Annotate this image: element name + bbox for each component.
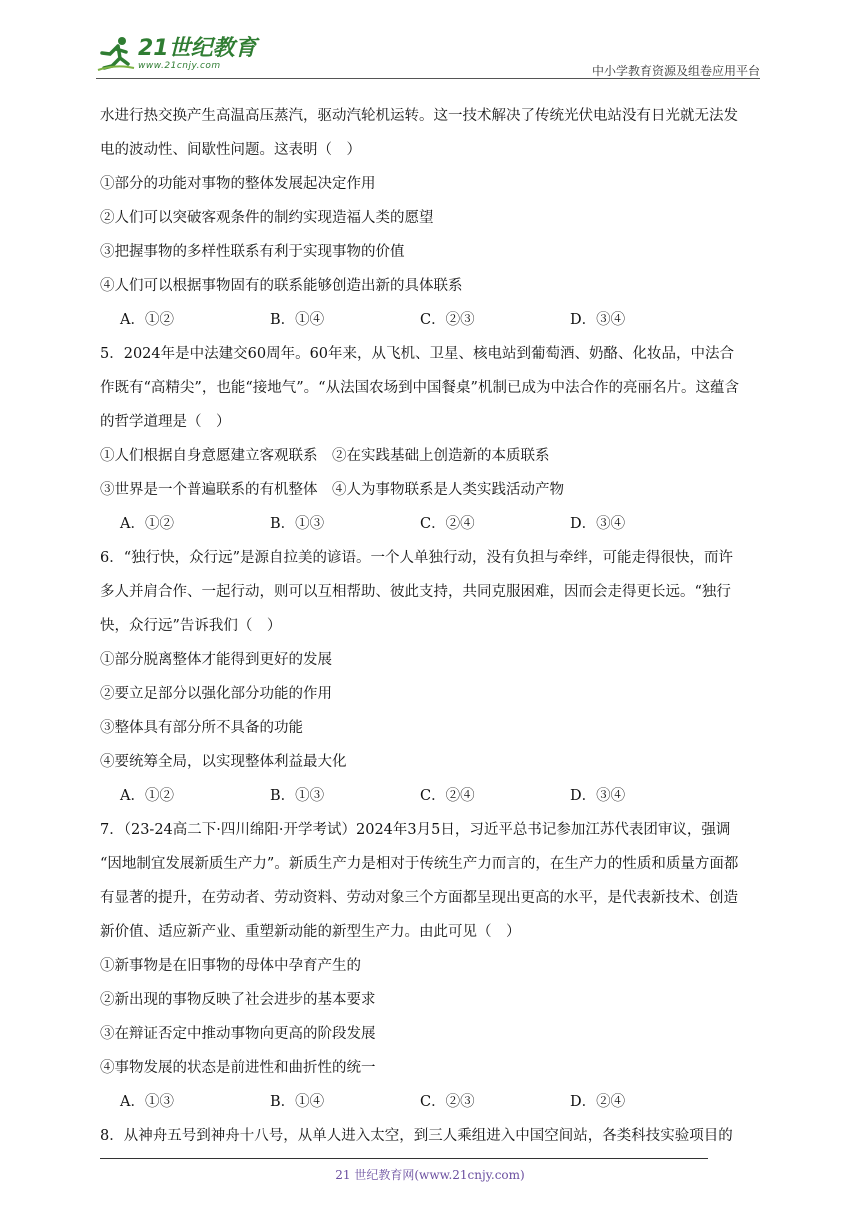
q7-choice-c: C．②③ — [420, 1094, 475, 1110]
q4-option-1: ①部分的功能对事物的整体发展起决定作用 — [100, 176, 376, 192]
platform-name: 中小学教育资源及组卷应用平台 — [591, 64, 760, 78]
q5-stem-line-2: 作既有“高精尖”，也能“接地气”。“从法国农场到中国餐桌”机制已成为中法合作的亮丽名片。这蕴含 — [100, 380, 739, 396]
q4-option-3: ③把握事物的多样性联系有利于实现事物的价值 — [100, 244, 405, 260]
q5-stem-line-3: 的哲学道理是（ ） — [100, 414, 231, 430]
q4-stem-line-1: 水进行热交换产生高温高压蒸汽，驱动汽轮机运转。这一技术解决了传统光伏电站没有日光就无法发 — [100, 108, 738, 124]
q6-stem-line-3: 快，众行远”告诉我们（ ） — [100, 618, 282, 634]
q7-choice-b: B．①④ — [270, 1094, 325, 1110]
q7-choice-d: D．②④ — [570, 1094, 626, 1110]
q6-choice-d: D．③④ — [570, 788, 626, 804]
q5-choices — [100, 510, 764, 544]
q7-stem-line-2: “因地制宜发展新质生产力”。新质生产力是相对于传统生产力而言的，在生产力的性质和质量方面都 — [100, 856, 739, 872]
q4-choice-c: C．②③ — [420, 312, 475, 328]
q5-choice-c: C．②④ — [420, 516, 475, 532]
q7-choices — [100, 1088, 764, 1122]
q7-stem-line-4: 新价值、适应新产业、重塑新动能的新型生产力。由此可见（ ） — [100, 924, 521, 940]
q6-choice-b: B．①③ — [270, 788, 325, 804]
q5-choice-b: B．①③ — [270, 516, 325, 532]
q6-option-1: ①部分脱离整体才能得到更好的发展 — [100, 652, 332, 668]
q7-option-4: ④事物发展的状态是前进性和曲折性的统一 — [100, 1060, 376, 1076]
q6-choice-c: C．②④ — [420, 788, 475, 804]
q5-choice-a: A．①② — [120, 516, 174, 532]
q6-option-3: ③整体具有部分所不具备的功能 — [100, 720, 303, 736]
footer-divider — [100, 1158, 708, 1159]
q6-stem-line-2: 多人并肩合作、一起行动，则可以互相帮助、彼此支持，共同克服困难，因而会走得更长远。“独行 — [100, 584, 731, 600]
logo-url: www.21cnjy.com — [138, 60, 221, 71]
header-divider — [96, 78, 760, 79]
q4-stem-line-2: 电的波动性、间歇性问题。这表明（ ） — [100, 142, 361, 158]
q5-stem-line-1: 5．2024年是中法建交60周年。60年来，从飞机、卫星、核电站到葡萄酒、奶酪、化妆品，中法合 — [100, 346, 735, 362]
q5-options-1-2: ①人们根据自身意愿建立客观联系 ②在实践基础上创造新的本质联系 — [100, 448, 550, 464]
q6-stem-line-1: 6．“独行快，众行远”是源自拉美的谚语。一个人单独行动，没有负担与牵绊，可能走得很快，而许 — [100, 550, 734, 566]
site-logo[interactable] — [96, 34, 257, 74]
document-body — [100, 102, 764, 1156]
logo-title: 21世纪教育 — [138, 35, 257, 61]
q7-stem-line-1: 7．（23-24高二下·四川绵阳·开学考试）2024年3月5日，习近平总书记参加江苏代表团审议，强调 — [100, 822, 731, 838]
q7-stem-line-3: 有显著的提升，在劳动者、劳动资料、劳动对象三个方面都呈现出更高的水平，是代表新技术、创造 — [100, 890, 738, 906]
q4-option-2: ②人们可以突破客观条件的制约实现造福人类的愿望 — [100, 210, 434, 226]
q6-choices — [100, 782, 764, 816]
q7-option-2: ②新出现的事物反映了社会进步的基本要求 — [100, 992, 376, 1008]
q6-option-2: ②要立足部分以强化部分功能的作用 — [100, 686, 332, 702]
q4-choice-a: A．①② — [120, 312, 174, 328]
footer-link[interactable]: 21 世纪教育网(www.21cnjy.com) — [335, 1168, 525, 1182]
q7-choice-a: A．①③ — [120, 1094, 174, 1110]
q6-choice-a: A．①② — [120, 788, 174, 804]
q8-stem-line-1: 8．从神舟五号到神舟十八号，从单人进入太空，到三人乘组进入中国空间站，各类科技实验项目的 — [100, 1128, 733, 1144]
q5-choice-d: D．③④ — [570, 516, 626, 532]
page-header — [96, 30, 760, 80]
q4-option-4: ④人们可以根据事物固有的联系能够创造出新的具体联系 — [100, 278, 463, 294]
q4-choice-d: D．③④ — [570, 312, 626, 328]
q4-choices — [100, 306, 764, 340]
runner-logo-icon — [96, 34, 136, 74]
q7-option-3: ③在辩证否定中推动事物向更高的阶段发展 — [100, 1026, 376, 1042]
q7-option-1: ①新事物是在旧事物的母体中孕育产生的 — [100, 958, 361, 974]
q4-choice-b: B．①④ — [270, 312, 325, 328]
q5-options-3-4: ③世界是一个普遍联系的有机整体 ④人为事物联系是人类实践活动产物 — [100, 482, 564, 498]
q6-option-4: ④要统筹全局，以实现整体利益最大化 — [100, 754, 347, 770]
